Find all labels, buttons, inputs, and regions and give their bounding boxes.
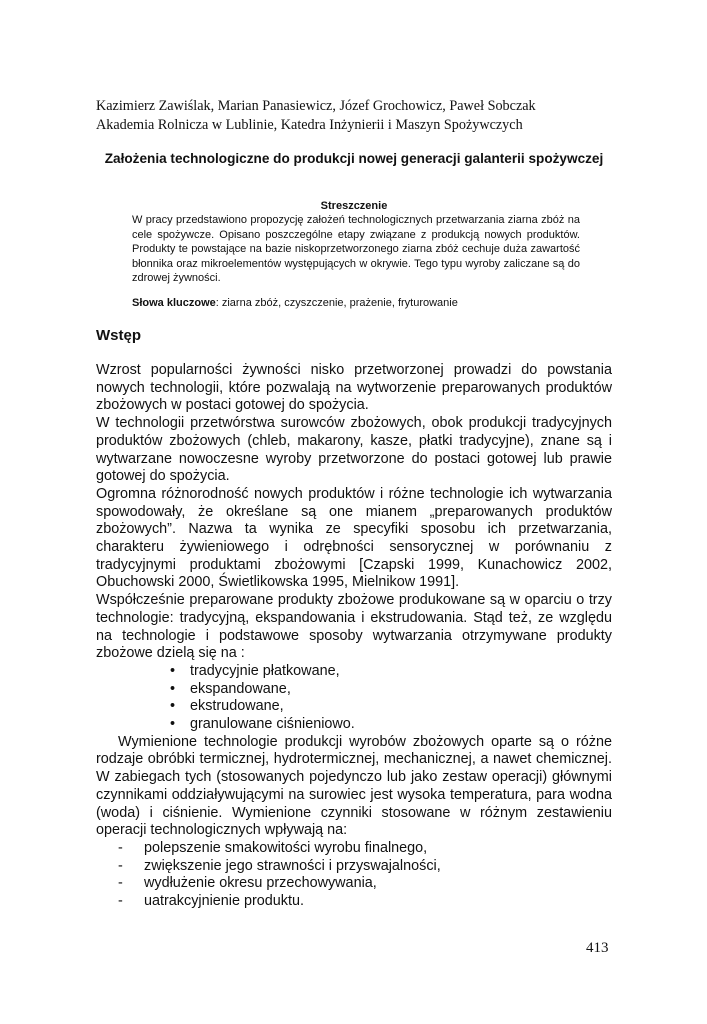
- author-names: Kazimierz Zawiślak, Marian Panasiewicz, Józef Grochowicz, Paweł Sobczak: [96, 98, 536, 114]
- body-text: [96, 362, 612, 911]
- paragraph: Współcześnie preparowane produkty zbożowe produkowane są w oparciu o trzy technologie: tradycyjną, ekspandowania i ekstrudowania. Stąd też, ze względu na technologie i podstawowe sposoby wytwarzania otrzymywane produkty zbożowe dzielą się na :: [96, 592, 612, 662]
- list-item-text: zwiększenie jego strawności i przyswajalności,: [144, 857, 441, 874]
- list-item: [96, 716, 612, 734]
- list-item: [96, 681, 612, 699]
- bullet-icon: •: [170, 680, 176, 697]
- dash-icon: -: [118, 839, 123, 856]
- bullet-icon: •: [170, 662, 176, 679]
- list-item-text: tradycyjnie płatkowane,: [190, 662, 340, 679]
- keywords-label: Słowa kluczowe: [132, 297, 216, 309]
- paragraph: Wzrost popularności żywności nisko przetworzonej prowadzi do powstania nowych technologii, które pozwalają na wytworzenie preparowanych produktów zbożowych w postaci gotowej do spożycia.: [96, 362, 612, 414]
- paper-title: Założenia technologiczne do produkcji nowej generacji galanterii spożywczej: [104, 151, 604, 166]
- paragraph: W technologii przetwórstwa surowców zbożowych, obok produkcji tradycyjnych produktów zbożowych (chleb, makarony, kasze, płatki tradycyjne), znane są i wytwarzane nowoczesne wyroby przetworzone do postaci gotowej lub prawie gotowej do spożycia.: [96, 415, 612, 485]
- page-number: 413: [586, 940, 609, 956]
- list-item: [96, 663, 612, 681]
- paragraph: Ogromna różnorodność nowych produktów i różne technologie ich wytwarzania spowodowały, że określane są one mianem „preparowanych produktów zbożowych”. Nazwa ta wynika ze specyfiki sposobu ich przetwarzania, charakteru żywieniowego i odrębności sensorycznej w porównaniu z tradycyjnymi produktami zbożowymi [Czapski 1999, Kunachowicz 2002, Obuchowski 2000, Świetlikowska 1995, Mielnikow 1991].: [96, 485, 612, 591]
- list-item: [96, 698, 612, 716]
- abstract-text: W pracy przedstawiono propozycję założeń technologicznych przetwarzania ziarna zbóż na cele spożywcze. Opisano poszczególne etapy związane z produkcją nowych produktów. Produkty te powstające na bazie niskoprzetworzonego ziarna zbóż cechuje duża zawartość błonnika oraz mikroelementów występujących w okrywie. Tego typu wyroby zaliczane są do zdrowej żywności.: [132, 214, 580, 285]
- affiliation: Akademia Rolnicza w Lublinie, Katedra Inżynierii i Maszyn Spożywczych: [96, 117, 523, 133]
- bullet-icon: •: [170, 698, 176, 715]
- list-item-text: ekstrudowane,: [190, 698, 284, 715]
- abstract-heading: Streszczenie: [320, 200, 388, 212]
- list-item-text: ekspandowane,: [190, 680, 291, 697]
- list-item-text: wydłużenie okresu przechowywania,: [144, 875, 377, 892]
- dash-icon: -: [118, 875, 123, 892]
- list-item: [96, 875, 612, 893]
- paragraph: Wymienione technologie produkcji wyrobów zbożowych oparte są o różne rodzaje obróbki termicznej, hydrotermicznej, mechanicznej, a nawet chemicznej. W zabiegach tych (stosowanych pojedynczo lub jako zestaw operacji) głównymi czynnikami oddziaływującymi na surowiec jest wysoka temperatura, para wodna (woda) i ciśnienie. Wymienione czynniki stosowane w różnym zestawieniu operacji technologicznych wpływają na:: [96, 733, 612, 839]
- dash-icon: -: [118, 857, 123, 874]
- keywords-list: : ziarna zbóż, czyszczenie, prażenie, fryturowanie: [215, 297, 458, 309]
- list-item-text: polepszenie smakowitości wyrobu finalnego,: [144, 839, 428, 856]
- list-item-text: uatrakcyjnienie produktu.: [144, 893, 304, 910]
- bullet-icon: •: [170, 716, 176, 733]
- bullet-list: [96, 663, 612, 734]
- section-heading: Wstęp: [96, 327, 141, 344]
- list-item: [96, 840, 612, 858]
- list-item-text: granulowane ciśnieniowo.: [190, 716, 355, 733]
- keywords: [132, 296, 580, 310]
- dash-list: [96, 840, 612, 911]
- author-block: [96, 97, 616, 135]
- list-item: [96, 858, 612, 876]
- list-item: [96, 893, 612, 911]
- dash-icon: -: [118, 893, 123, 910]
